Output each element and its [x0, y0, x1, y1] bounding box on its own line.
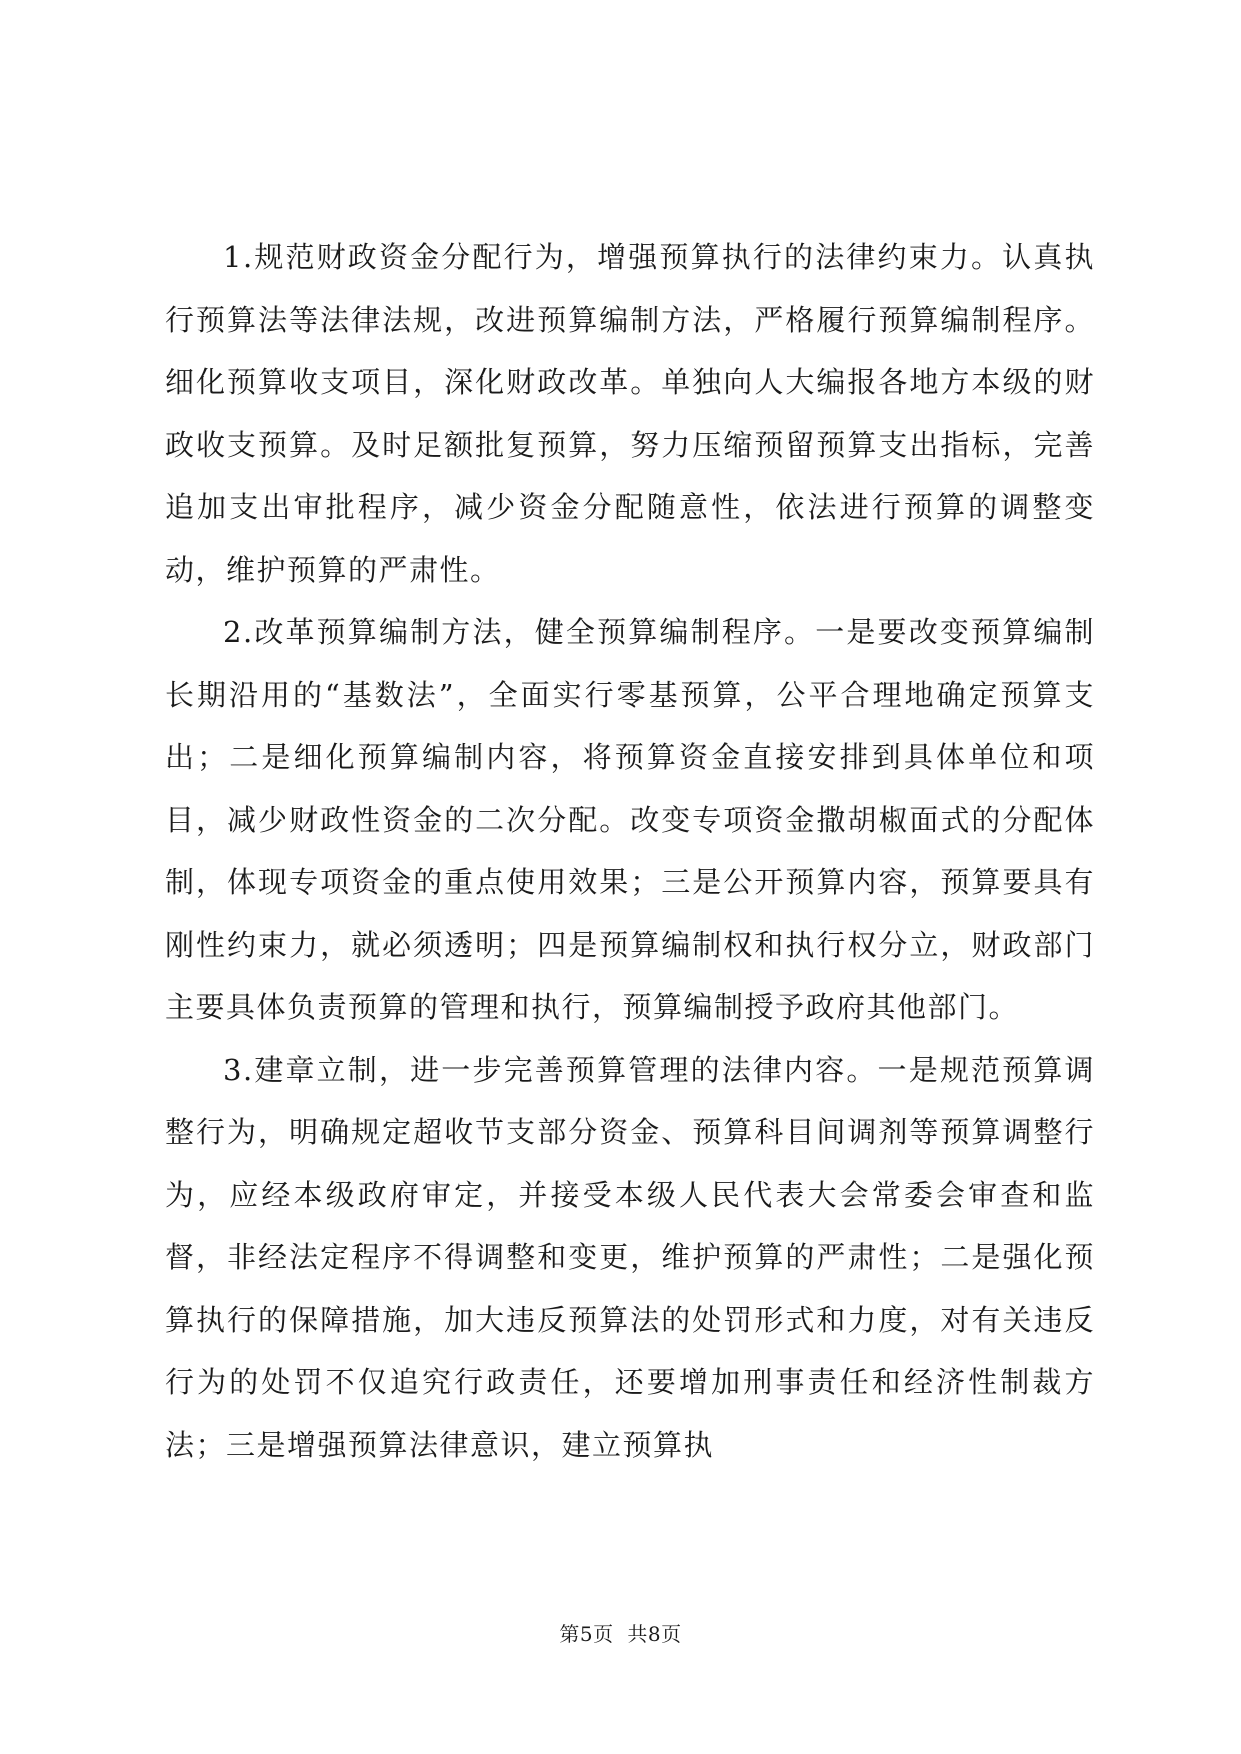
document-body [165, 226, 1095, 1476]
paragraph-2: 2.改革预算编制方法，健全预算编制程序。一是要改变预算编制长期沿用的“基数法”，全面实行零基预算，公平合理地确定预算支出；二是细化预算编制内容，将预算资金直接安排到具体单位和项目，减少财政性资金的二次分配。改变专项资金撒胡椒面式的分配体制，体现专项资金的重点使用效果；三是公开预算内容，预算要具有刚性约束力，就必须透明；四是预算编制权和执行权分立，财政部门主要具体负责预算的管理和执行，预算编制授予政府其他部门。 [165, 615, 1095, 1024]
footer-separator [614, 1622, 628, 1646]
page-footer [0, 1618, 1241, 1647]
total-page-count: 共8页 [627, 1622, 682, 1646]
paragraph-3: 3.建章立制，进一步完善预算管理的法律内容。一是规范预算调整行为，明确规定超收节支部分资金、预算科目间调剂等预算调整行为，应经本级政府审定，并接受本级人民代表大会常委会审查和监督，非经法定程序不得调整和变更，维护预算的严肃性；二是强化预算执行的保障措施，加大违反预算法的处罚形式和力度，对有关违反行为的处罚不仅追究行政责任，还要增加刑事责任和经济性制裁方法；三是增强预算法律意识，建立预算执 [165, 1052, 1095, 1462]
current-page-number: 第5页 [559, 1622, 614, 1646]
paragraph-1: 1.规范财政资金分配行为，增强预算执行的法律约束力。认真执行预算法等法律法规，改进预算编制方法，严格履行预算编制程序。细化预算收支项目，深化财政改革。单独向人大编报各地方本级的财政收支预算。及时足额批复预算，努力压缩预留预算支出指标，完善追加支出审批程序，减少资金分配随意性，依法进行预算的调整变动，维护预算的严肃性。 [165, 240, 1095, 587]
